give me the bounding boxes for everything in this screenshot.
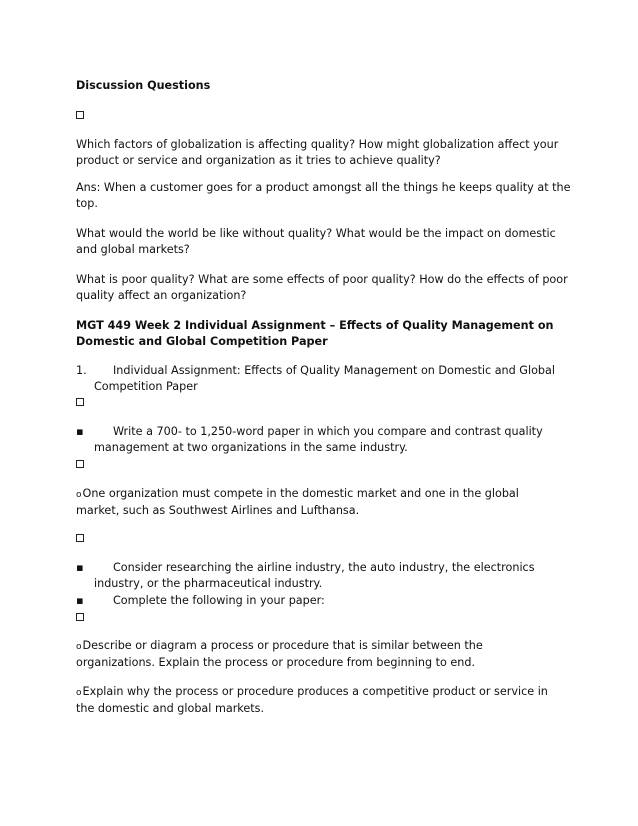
bullet-icon: ▪ (76, 561, 84, 574)
answer-paragraph: Ans: When a customer goes for a product amongst all the things he keeps quality at the top. (76, 181, 571, 210)
checkbox-icon (76, 534, 84, 542)
checkbox-icon (76, 613, 84, 621)
list-number: 1. (76, 364, 87, 377)
discussion-heading: Discussion Questions (76, 79, 211, 92)
checkbox-icon (76, 111, 84, 119)
question-without-quality: What would the world be like without quality? What would be the impact on domestic and global markets? (76, 227, 556, 256)
question-globalization: Which factors of globalization is affecting quality? How might globalization affect your product or service and organization as it tries to achieve quality? (76, 138, 559, 167)
checkbox-icon (76, 460, 84, 468)
question-poor-quality: What is poor quality? What are some effects of poor quality? How do the effects of poor quality affect an organization? (76, 273, 568, 302)
document-page: Discussion Questions Which factors of globalization is affecting quality? How might globalization affect your product or service and organization as it tries to achieve quality? Ans: When a customer goes for a product amongst all the things he keeps quality at the top. What would the world be like without quality? What would be the impact on domestic and global markets? What is poor quality? What are some effects of poor quality? How do the effects of poor quality affect an organization? MGT 449 Week 2 Individual Assignment – Effects of Quality Management on Domestic and Global Competition Paper 1. Individual Assignment: Effects of Quality Management on Domestic and Global Competition Paper ▪ Write a 700- to 1,250-word paper in which you compare and contrast quality management at two organizations in the same industry. o One organization must compete in the domestic market and one in the global market, such as Southwest Airlines and Lufthansa. ▪ Consider researching the airline industry, the auto industry, the electronics industry, or the pharmaceutical industry. ▪ Complete the following in your paper: o Describe or diagram a process or procedure that is similar between the organizations. Explain the process or procedure from beginning to end. o Explain why the process or procedure produces a competitive product or service in the domestic and global markets. (0, 0, 638, 826)
sub-item: o One organization must compete in the domestic market and one in the global market, such as Southwest Airlines and Lufthansa. (76, 487, 519, 517)
sub-bullet-icon: o (76, 642, 81, 652)
sub-bullet-icon: o (76, 490, 81, 500)
sub-item: o Explain why the process or procedure produces a competitive product or service in the domestic and global markets. (76, 685, 548, 715)
sub-bullet-icon: o (76, 688, 81, 698)
section-title: MGT 449 Week 2 Individual Assignment – Effects of Quality Management on Domestic and Global Competition Paper (76, 319, 554, 348)
sub-item: o Describe or diagram a process or procedure that is similar between the organizations. Explain the process or procedure from beginning to end. (76, 639, 483, 669)
bullet-icon: ▪ (76, 594, 84, 607)
checkbox-icon (76, 398, 84, 406)
bullet-icon: ▪ (76, 425, 84, 438)
